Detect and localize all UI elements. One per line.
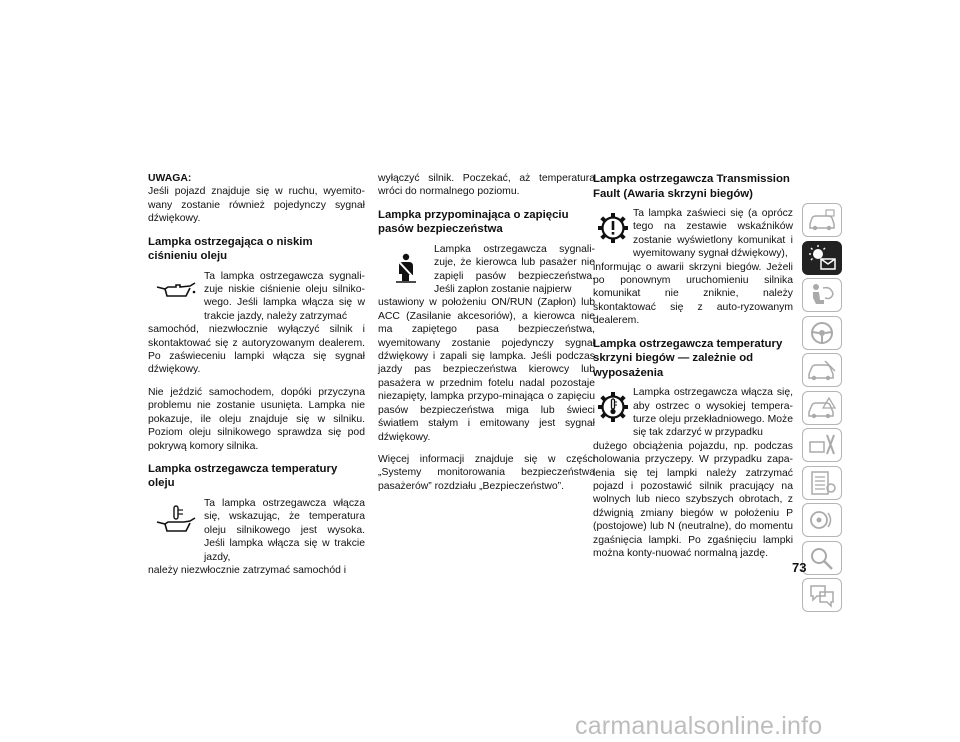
- seatbelt-text-continued: ustawiony w położeniu ON/RUN (Zapłon) lub ACC (Zasilanie akcesoriów), a kierowca nie ma zapiętego pasa bezpieczeństwa, wyemitowany zostanie pojedynczy sygnał dźwiękowy i zapali się lampka. Jeśli podczas jazdy pas bezpieczeństwa kierowcy lub pasażera w przednim fotelu nadal pozostaje niezapięty, lampka przypo-minająca o zapięciu pasów bezpieczeństwa miga lub świeci światłem stałym i emitowany jest sygnał dźwiękowy.: [378, 297, 595, 443]
- warning-title: UWAGA:: [148, 173, 192, 184]
- tab-multimedia[interactable]: [802, 503, 842, 537]
- transmission-fault-icon: [598, 213, 628, 243]
- tab-car-info[interactable]: [802, 203, 842, 237]
- tab-index[interactable]: [802, 541, 842, 575]
- watermark: carmanualsonline.info: [575, 712, 823, 740]
- heading-transmission-temperature: Lampka ostrzegawcza temperatury skrzyni biegów — zależnie od wyposażenia: [593, 337, 783, 379]
- tab-driving[interactable]: [802, 353, 842, 387]
- tab-steering-wheel[interactable]: [802, 316, 842, 350]
- seatbelt-icon: [393, 253, 419, 283]
- page-number: 73: [792, 560, 807, 575]
- seatbelt-block: [378, 243, 595, 297]
- heading-seatbelt: Lampka przypominająca o zapięciu pasów bezpieczeństwa: [378, 208, 569, 236]
- tab-language[interactable]: [802, 578, 842, 612]
- heading-oil-pressure: Lampka ostrzegająca o niskim ciśnieniu oleju: [148, 235, 313, 263]
- dashboard-warning-lights-icon: [807, 245, 837, 271]
- seatbelt-text: Lampka ostrzegawcza sygnali-zuje, że kierowca lub pasażer nie zapięli pasów bezpieczeństwa. Jeśli zapłon zostanie najpierw: [434, 243, 595, 296]
- multimedia-icon: [807, 507, 837, 533]
- car-info-icon: [807, 208, 837, 232]
- transmission-fault-block: [593, 207, 793, 261]
- transmission-temperature-block: [593, 386, 793, 440]
- tab-emergency[interactable]: [802, 391, 842, 425]
- oil-pressure-text: Ta lampka ostrzegawcza sygnali-zuje niskie ciśnienie oleju silniko-wego. Jeśli lampka włącza się w trakcie jazdy, należy zatrzymać: [204, 270, 365, 322]
- tab-dashboard-warning-lights[interactable]: [802, 241, 842, 275]
- oil-can-icon: [156, 282, 196, 298]
- emergency-car-icon: [807, 396, 837, 420]
- language-icon: [807, 582, 837, 608]
- steering-wheel-icon: [807, 320, 837, 346]
- transmission-temperature-text: Lampka ostrzegawcza włącza się, aby ostrzec o wysokiej tempera-turze oleju przekładniowego. Może się tak zdarzyć w przypadku: [633, 387, 793, 439]
- chapter-tabs: [802, 203, 842, 616]
- heading-oil-temperature: Lampka ostrzegawcza temperatury oleju: [148, 462, 338, 490]
- oil-temperature-block: [148, 497, 365, 564]
- index-search-icon: [807, 545, 837, 571]
- transmission-temperature-text-continued: dużego obciążenia pojazdu, np. podczas holowania przyczepy. W przypadku zapa-lenia się tej lampki należy zatrzymać pojazd i pozostawić silnik pracujący na wolnych lub nieco szybszych obrotach, z dźwignią zmiany biegów w położeniu P (postojowe) lub N (neutralne), do momentu zgaśnięcia lampki. Po zgaśnięciu lampki można konty-nuować normalną jazdę.: [593, 440, 793, 560]
- airbag-safety-icon: [807, 282, 837, 308]
- seatbelt-paragraph: Więcej informacji znajduje się w części „Systemy monitorowania bezpieczeństwa pasażerów” rozdziału „Bezpieczeństwo”.: [378, 453, 595, 492]
- tab-service[interactable]: [802, 428, 842, 462]
- transmission-temperature-icon: [598, 392, 628, 422]
- oil-pressure-paragraph: Nie jeździć samochodem, dopóki przyczyna problemu nie zostanie usunięta. Lampka nie pokazuje, ile oleju znajduje się w silniku. Poziom oleju silnikowego sprawdza się pod pokrywą komory silnika.: [148, 386, 365, 452]
- tab-airbag-safety[interactable]: [802, 278, 842, 312]
- specifications-list-icon: [807, 470, 837, 496]
- driving-car-icon: [807, 358, 837, 382]
- oil-pressure-text-continued: samochód, niezwłocznie wyłączyć silnik i skontaktować się z autoryzowanym dealerem. Po zaświeceniu lampki włącza się sygnał dźwiękowy.: [148, 324, 365, 376]
- tab-specifications[interactable]: [802, 466, 842, 500]
- column-left: [148, 172, 365, 586]
- oil-pressure-block: [148, 270, 365, 324]
- transmission-fault-text: Ta lampka zaświeci się (a oprócz tego na zestawie wskaźników zostanie wyświetlony komunikat i wyemitowany sygnał dźwiękowy),: [633, 208, 793, 260]
- column-middle: [378, 172, 595, 502]
- oil-temperature-continued: wyłączyć silnik. Poczekać, aż temperatura wróci do normalnego poziomu.: [378, 173, 595, 198]
- heading-transmission-fault: Lampka ostrzegawcza Transmission Fault (Awaria skrzyni biegów): [593, 173, 790, 200]
- oil-temperature-icon: [156, 505, 196, 533]
- warning-note: [148, 172, 365, 226]
- oil-temperature-text: Ta lampka ostrzegawcza włącza się, wskazując, że temperatura oleju silnikowego jest wysoka. Jeśli lampka włącza się w trakcie jazdy,: [204, 497, 365, 563]
- transmission-fault-text-continued: informując o awarii skrzyni biegów. Jeżeli po ponownym uruchomieniu silnika komunikat nie zniknie, należy skontaktować się z auto-ryzowanym dealerem.: [593, 261, 793, 327]
- oil-temperature-text-continued: należy niezwłocznie zatrzymać samochód i: [148, 564, 347, 576]
- column-right: [593, 172, 793, 569]
- service-tools-icon: [807, 432, 837, 458]
- warning-text: Jeśli pojazd znajduje się w ruchu, wyemito-wany zostanie również pojedynczy sygnał dźwiękowy.: [148, 186, 365, 225]
